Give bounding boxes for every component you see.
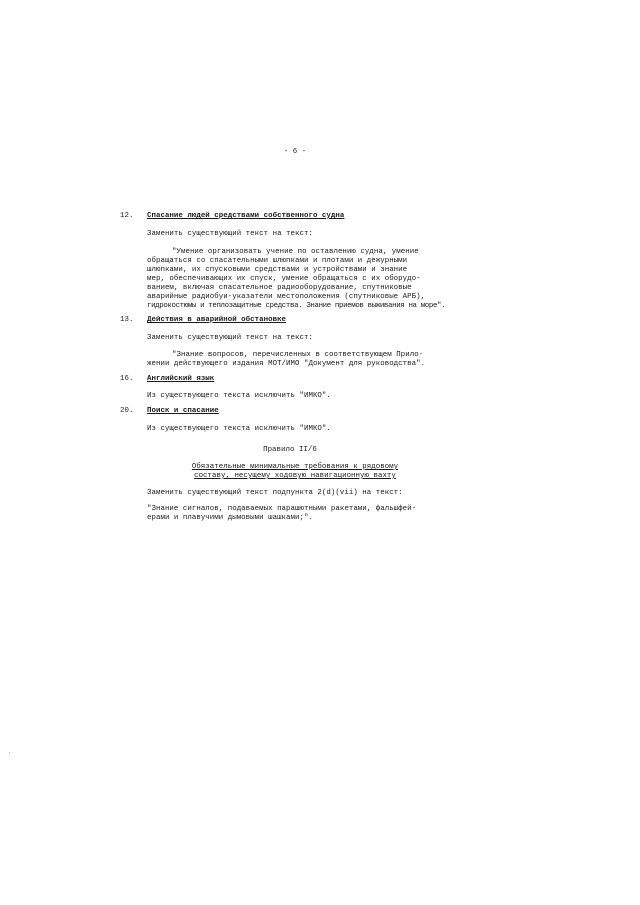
scan-speck <box>9 752 10 753</box>
rule-instruction: Заменить существующий текст подпункта 2(d)(vii) на текст: <box>147 489 403 497</box>
rule-subtitle-line: Обязательные минимальные требования к рядовому <box>191 463 399 471</box>
section-title: Английский язык <box>147 375 215 383</box>
section-number: 12. <box>120 212 134 220</box>
quote-line: гидрокостюмы и теплозащитные средства. Знание приемов выживания на море". <box>147 302 446 310</box>
section-instruction: Из существующего текста исключить "ИМКО". <box>147 392 331 400</box>
quote-line: "Умение организовать учение по оставлению судна, умение <box>172 248 419 256</box>
page-number: - 6 - <box>283 148 307 156</box>
rule-subtitle-line: составу, несущему ходовую навигационную вахту <box>194 472 396 480</box>
quote-line: ванием, включая спасательное радиооборудование, спутниковые <box>147 284 412 292</box>
section-title: Поиск и спасание <box>147 407 219 415</box>
quote-line: ерами и плавучими дымовыми шашками;". <box>147 514 313 522</box>
section-title: Действия в аварийной обстановке <box>147 316 287 324</box>
section-number: 13. <box>120 316 134 324</box>
quote-line: обращаться со спасательными шлюпками и плотами и дежурными <box>147 257 408 265</box>
quote-line: мер, обеспечивающих их спуск, умение обращаться с их оборудо- <box>147 275 421 283</box>
section-title: Спасание людей средствами собственного судна <box>147 212 345 220</box>
section-instruction: Заменить существующий текст на текст: <box>147 334 313 342</box>
quote-line: жении действующего издания МОТ/ИМО "Документ для руководства". <box>147 360 426 368</box>
quote-line: аварийные радиобуи-указатели местоположения (спутниковые АРБ), <box>147 293 426 301</box>
section-number: 20. <box>120 407 134 415</box>
quote-line: "Знание вопросов, перечисленных в соответствующем Прило- <box>172 351 424 359</box>
section-number: 16. <box>120 375 134 383</box>
quote-line: "Знание сигналов, подаваемых парашютными ракетами, фальшфей- <box>147 505 417 513</box>
quote-line: шлюпками, их спусковыми средствами и устройствами и знание <box>147 266 408 274</box>
section-instruction: Заменить существующий текст на текст: <box>147 230 313 238</box>
rule-heading: Правило II/6 <box>263 446 317 454</box>
section-instruction: Из существующего текста исключить "ИМКО". <box>147 425 331 433</box>
